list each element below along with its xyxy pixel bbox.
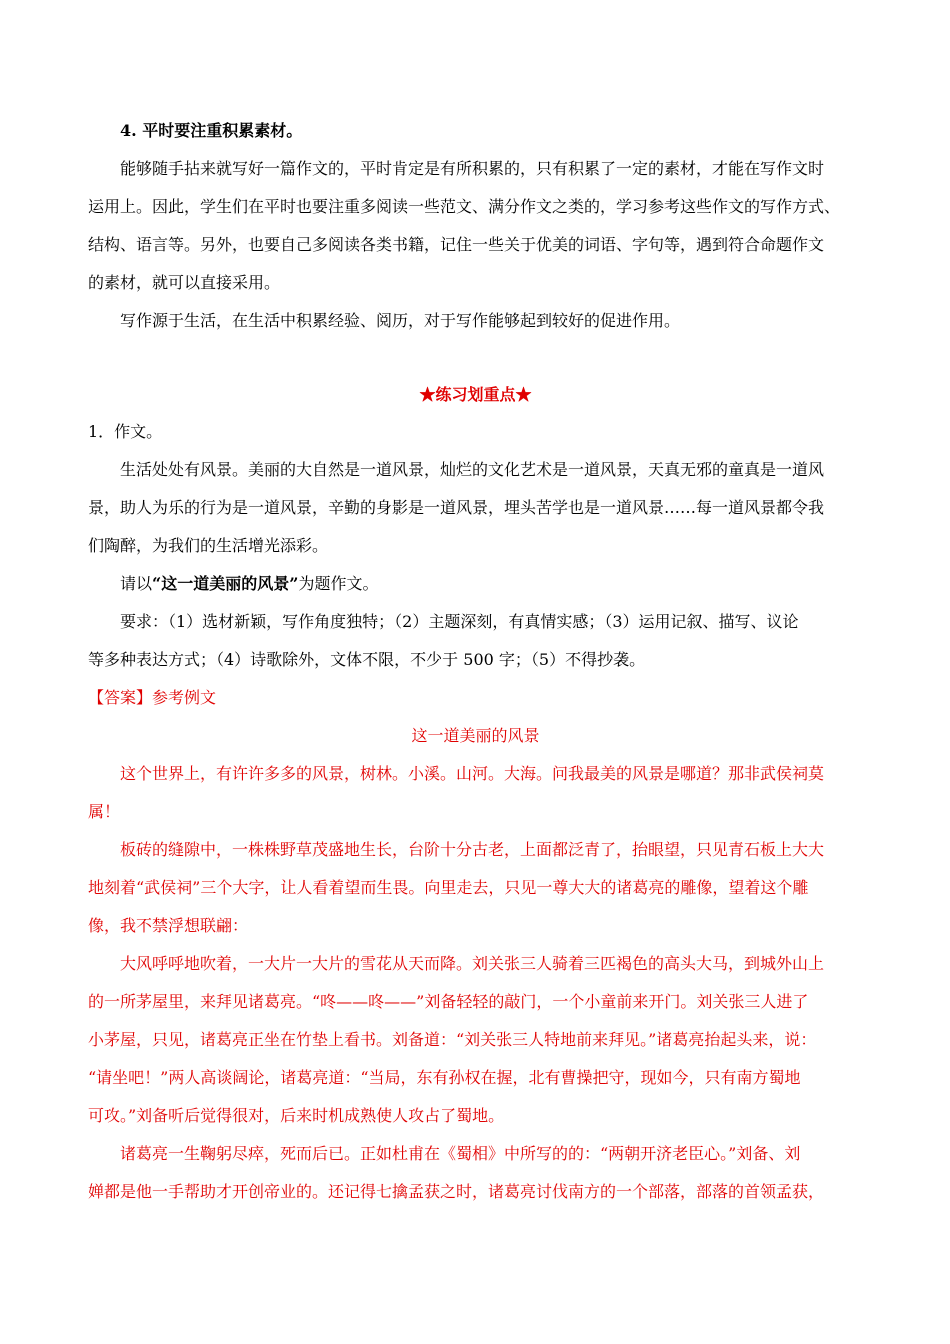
- section-heading: 4. 平时要注重积累素材。: [120, 121, 303, 140]
- paragraph: 写作源于生活，在生活中积累经验、阅历，对于写作能够起到较好的促进作用。: [120, 311, 681, 330]
- essay-title: 这一道美丽的风景: [411, 726, 540, 745]
- text-line: 属！: [88, 802, 121, 821]
- text-line: 板砖的缝隙中，一株株野草茂盛地生长，台阶十分古老，上面都泛青了，抬眼望，只见青石板上大大: [120, 840, 825, 859]
- answer-tag-suffix: 参考例文: [152, 688, 217, 707]
- text-line: 结构、语言等。另外，也要自己多阅读各类书籍，记住一些关于优美的词语、字句等，遇到符合命题作文: [88, 235, 825, 254]
- text-line: 地刻着“武侯祠”三个大字，让人看着望而生畏。向里走去，只见一尊大大的诸葛亮的雕像，望着这个雕: [88, 878, 809, 897]
- answer-tag: 【答案】: [88, 688, 153, 707]
- text-line: 小茅屋，只见，诸葛亮正坐在竹垫上看书。刘备道：“刘关张三人特地前来拜见。”诸葛亮抬起头来，说：: [88, 1030, 817, 1049]
- task-title: “这一道美丽的风景”: [152, 574, 299, 593]
- text-line: 这个世界上，有许许多多的风景，树林。小溪。山河。大海。问我最美的风景是哪道？那非武侯祠莫: [120, 764, 825, 783]
- text-line: 景，助人为乐的行为是一道风景，辛勤的身影是一道风景，埋头苦学也是一道风景……每一道风景都令我: [88, 498, 825, 517]
- text-line: 可攻。”刘备听后觉得很对，后来时机成熟使人攻占了蜀地。: [88, 1106, 505, 1125]
- text-line: 的素材，就可以直接采用。: [88, 273, 281, 292]
- answer-label: [88, 679, 863, 717]
- paragraph: [88, 150, 863, 302]
- text-line: 像，我不禁浮想联翩：: [88, 916, 249, 935]
- requirements: [88, 603, 863, 679]
- text-line: 大风呼呼地吹着，一大片一大片的雪花从天而降。刘关张三人骑着三匹褐色的高头大马，到城外山上: [120, 954, 825, 973]
- question-number: 1．作文。: [88, 422, 163, 441]
- question-prompt: [88, 451, 863, 565]
- text-line: 的一所茅屋里，来拜见诸葛亮。“咚——咚——”刘备轻轻的敲门，一个小童前来开门。刘关张三人进了: [88, 992, 809, 1011]
- practice-title: ★练习划重点★: [419, 385, 532, 404]
- text-line: “请坐吧！”两人高谈阔论，诸葛亮道：“当局，东有孙权在握，北有曹操把守，现如今，只有南方蜀地: [88, 1068, 801, 1087]
- text-line: 等多种表达方式；（4）诗歌除外，文体不限，不少于 500 字；（5）不得抄袭。: [88, 650, 646, 669]
- task-suffix: 为题作文。: [298, 574, 379, 593]
- text-line: 们陶醉，为我们的生活增光添彩。: [88, 536, 329, 555]
- essay-paragraph: [88, 1135, 863, 1211]
- text-line: 生活处处有风景。美丽的大自然是一道风景，灿烂的文化艺术是一道风景，天真无邪的童真是一道风: [120, 460, 825, 479]
- essay-paragraph: [88, 945, 863, 1135]
- essay-paragraph: [88, 755, 863, 831]
- text-line: 诸葛亮一生鞠躬尽瘁，死而后已。正如杜甫在《蜀相》中所写的的：“两朝开济老臣心。”刘备、刘: [120, 1144, 801, 1163]
- essay-paragraph: [88, 831, 863, 945]
- text-line: 能够随手拈来就写好一篇作文的，平时肯定是有所积累的，只有积累了一定的素材，才能在写作文时: [120, 159, 825, 178]
- text-line: 要求：（1）选材新颖，写作角度独特；（2）主题深刻，有真情实感；（3）运用记叙、描写、议论: [120, 612, 799, 631]
- text-line: 婵都是他一手帮助才开创帝业的。还记得七擒孟获之时，诸葛亮讨伐南方的一个部落，部落的首领孟获，: [88, 1182, 825, 1201]
- text-line: 运用上。因此，学生们在平时也要注重多阅读一些范文、满分作文之类的，学习参考这些作文的写作方式、: [88, 197, 841, 216]
- task-line: [88, 565, 895, 603]
- task-prefix: 请以: [120, 574, 153, 593]
